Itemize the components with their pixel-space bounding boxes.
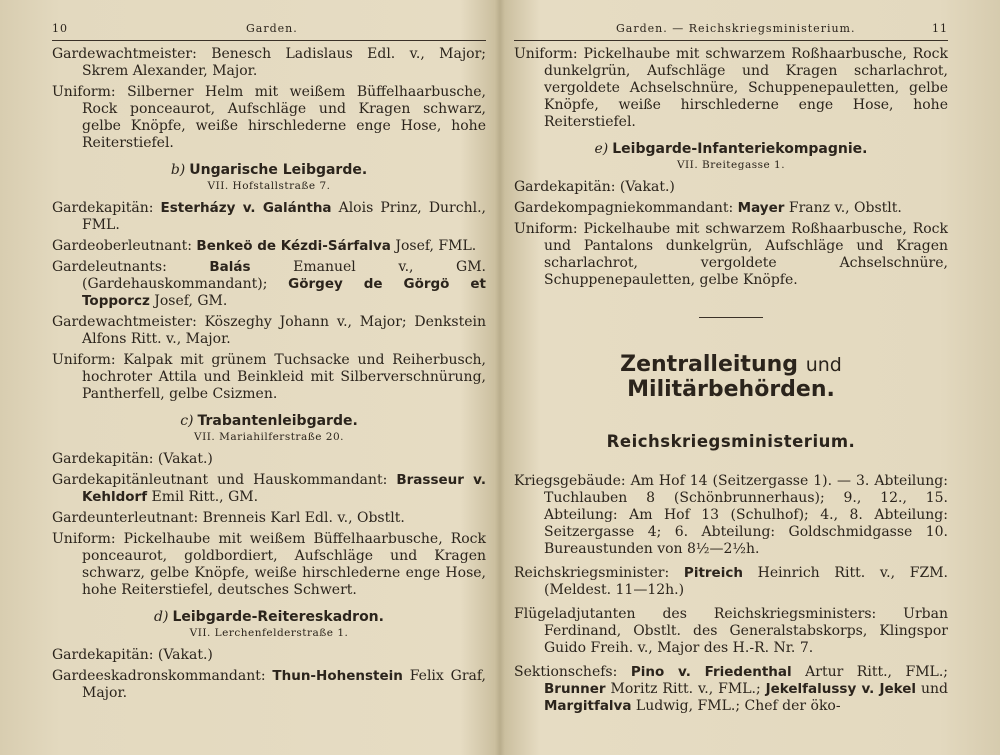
paragraph: Flügeladjutanten des Reichskriegsministers: Urban Ferdinand, Obstlt. des Generalstabskorps, Klingspor Guido Freih. v., Major des H.-R. Nr. 7. xyxy=(514,606,948,656)
paragraph: Uniform: Pickelhaube mit schwarzem Roßhaarbusche, Rock und Pantalons dunkelgrün, Aufschläge und Kragen scharlachrot, vergoldete Achselschnüre, Schuppenepauletten, gelbe Knöpfe. xyxy=(514,221,948,288)
paragraph: Gardeunterleutnant: Brenneis Karl Edl. v., Obstlt. xyxy=(52,510,405,526)
section-address: VII. Hofstallstraße 7. xyxy=(207,180,331,192)
section-title: Trabantenleibgarde. xyxy=(197,413,358,429)
section-letter: e) xyxy=(594,141,609,157)
running-head-title: Garden. xyxy=(246,22,298,35)
running-head xyxy=(52,22,486,41)
paragraph: Uniform: Kalpak mit grünem Tuchsacke und Reiherbusch, hochroter Attila und Beinkleid mit Silberverschnürung, Pantherfell, gelbe Csizmen. xyxy=(52,352,486,402)
section-heading xyxy=(514,141,948,157)
paragraph: Gardekompagniekommandant: Mayer Franz v., Obstlt. xyxy=(514,200,902,216)
paragraph: Gardekapitän: (Vakat.) xyxy=(52,451,213,467)
paragraph: Gardekapitänleutnant und Hauskommandant: Brasseur v. Kehldorf Emil Ritt., GM. xyxy=(52,472,486,505)
running-head-title: Garden. — Reichskriegsministerium. xyxy=(616,22,856,35)
paragraph: Gardeleutnants: Balás Emanuel v., GM. (Gardehauskommandant); Görgey de Görgö et Topporcz Josef, GM. xyxy=(52,259,487,309)
paragraph: Sektionschefs: Pino v. Friedenthal Artur Ritt., FML.; Brunner Moritz Ritt. v., FML.; Jekelfalussy v. Jekel und Margitfalva Ludwig, FML.; Chef der öko- xyxy=(514,664,948,714)
paragraph: Reichskriegsminister: Pitreich Heinrich Ritt. v., FZM. (Meldest. 11—12h.) xyxy=(514,565,948,598)
section-title: Ungarische Leibgarde. xyxy=(189,162,368,178)
section-letter: c) xyxy=(180,413,194,429)
paragraph: Gardewachtmeister: Benesch Ladislaus Edl. v., Major; Skrem Alexander, Major. xyxy=(52,46,486,79)
section-address: VII. Breitegasse 1. xyxy=(676,159,786,171)
paragraph: Gardekapitän: Esterházy v. Galántha Alois Prinz, Durchl., FML. xyxy=(52,200,486,233)
section-address: VII. Mariahilferstraße 20. xyxy=(194,431,344,443)
section-heading xyxy=(52,162,486,178)
paragraph: Uniform: Silberner Helm mit weißem Büffelhaarbusche, Rock ponceaurot, Aufschläge und Kragen schwarz, gelbe Knöpfe, weiße hirschlederne enge Hose, hohe Reiterstiefel. xyxy=(52,84,486,151)
paragraph: Uniform: Pickelhaube mit schwarzem Roßhaarbusche, Rock dunkelgrün, Aufschläge und Kragen scharlachrot, vergoldete Achselschnüre, Schuppenepauletten, gelbe Knöpfe, weiße hirschlederne enge Hose, hohe Reiterstiefel. xyxy=(514,46,948,130)
section-heading xyxy=(52,413,486,429)
paragraph: Gardeoberleutnant: Benkeö de Kézdi-Sárfalva Josef, FML. xyxy=(52,238,477,254)
section-address: VII. Lerchenfelderstraße 1. xyxy=(189,627,349,639)
subheading: Reichskriegsministerium. xyxy=(606,432,856,451)
divider xyxy=(699,317,763,318)
page-number: 11 xyxy=(932,22,948,35)
paragraph: Gardekapitän: (Vakat.) xyxy=(52,647,213,663)
section-heading xyxy=(52,609,486,625)
paragraph: Gardewachtmeister: Köszeghy Johann v., Major; Denkstein Alfons Ritt. v., Major. xyxy=(52,314,486,347)
section-letter: b) xyxy=(170,162,186,178)
right-page xyxy=(500,0,1000,755)
section-title: Leibgarde-Reitereskadron. xyxy=(172,609,384,625)
paragraph: Uniform: Pickelhaube mit weißem Büffelhaarbusche, Rock ponceaurot, goldbordiert, Aufschläge und Kragen schwarz, gelbe Knöpfe, weiße hirschlederne enge Hose, hohe Reiterstiefel, deutsches Schwert. xyxy=(52,531,486,598)
paragraph: Gardekapitän: (Vakat.) xyxy=(514,179,675,195)
chapter-heading: Zentralleitung und Militärbehörden. xyxy=(620,352,842,402)
running-head xyxy=(514,22,948,41)
section-title: Leibgarde-Infanteriekompagnie. xyxy=(612,141,868,157)
paragraph: Kriegsgebäude: Am Hof 14 (Seitzergasse 1). — 3. Abteilung: Tuchlauben 8 (Schönbrunnerhaus); 9., 12., 15. Abteilung: Am Hof 13 (Schulhof); 4., 8. Abteilung: Seitzergasse 4; 6. Abteilung: Goldschmidgasse 10. Bureaustunden von 8½—2½h. xyxy=(514,473,948,557)
paragraph: Gardeeskadronskommandant: Thun-Hohenstein Felix Graf, Major. xyxy=(52,668,486,701)
section-letter: d) xyxy=(154,609,169,625)
page-number: 10 xyxy=(52,22,68,35)
